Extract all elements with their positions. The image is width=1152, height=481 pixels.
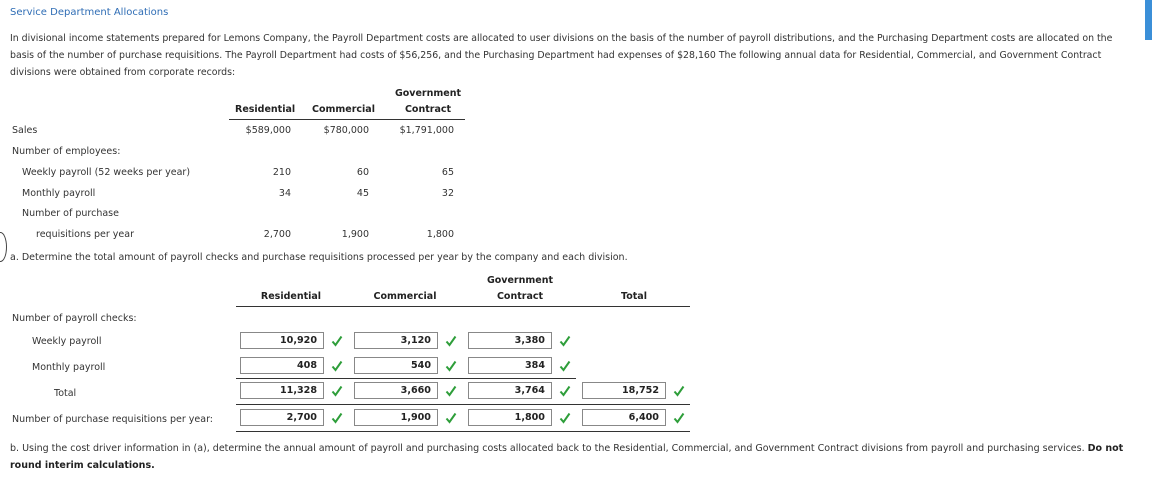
page-title: Service Department Allocations (10, 7, 169, 18)
t1-header-gov2: Contract (404, 104, 452, 115)
check-icon (673, 412, 687, 424)
total-commercial-input[interactable]: 3,660 (354, 382, 438, 399)
part-b-text: b. Using the cost driver information in (a), determine the annual amount of payroll and purchasing costs allocated back to the Residential, Commercial, and Government Contract divisions from payroll and purchasing services. (10, 443, 1088, 454)
check-icon (445, 385, 459, 397)
a-header-total: Total (621, 291, 647, 302)
a-header-residential: Residential (260, 291, 322, 302)
t1-label-weekly: Weekly payroll (52 weeks per year) (22, 167, 191, 178)
check-icon (445, 360, 459, 372)
check-icon (445, 412, 459, 424)
check-icon (331, 385, 345, 397)
a-label-monthly: Monthly payroll (32, 362, 106, 373)
t1-label-sales: Sales (12, 125, 38, 136)
weekly-commercial-input[interactable]: 3,120 (354, 332, 438, 349)
total-rule (236, 404, 690, 405)
total-gov-input[interactable]: 3,764 (468, 382, 552, 399)
check-icon (445, 335, 459, 347)
monthly-residential-input[interactable]: 408 (240, 357, 324, 374)
check-icon (331, 360, 345, 372)
req-commercial-input[interactable]: 1,900 (354, 409, 438, 426)
t1-sales-gov: $1,791,000 (399, 125, 454, 136)
t1-req-commercial: 1,900 (341, 229, 369, 240)
monthly-commercial-input[interactable]: 540 (354, 357, 438, 374)
a-header-gov1: Government (486, 275, 554, 286)
a-label-weekly: Weekly payroll (32, 336, 102, 347)
a-header-gov2: Contract (496, 291, 544, 302)
check-icon (559, 385, 573, 397)
part-a-question: a. Determine the total amount of payroll checks and purchase requisitions processed per year by the company and each division. (10, 252, 628, 263)
t1-req-gov: 1,800 (426, 229, 454, 240)
check-icon (673, 385, 687, 397)
check-icon (331, 412, 345, 424)
req-total-input[interactable]: 6,400 (582, 409, 666, 426)
a-header-rule (236, 306, 690, 307)
bottom-rule (236, 431, 690, 432)
part-b-bold: Do not round interim calculations. (10, 443, 1124, 471)
t1-monthly-gov: 32 (441, 188, 454, 199)
part-b-question (10, 440, 1135, 474)
left-edge-arc (0, 232, 7, 262)
check-icon (331, 335, 345, 347)
a-header-commercial: Commercial (373, 291, 437, 302)
check-icon (559, 335, 573, 347)
t1-label-requisitions: requisitions per year (36, 229, 134, 240)
a-label-checks: Number of payroll checks: (12, 313, 137, 324)
t1-weekly-commercial: 60 (356, 167, 369, 178)
monthly-gov-input[interactable]: 384 (468, 357, 552, 374)
a-label-total: Total (54, 388, 77, 399)
t1-label-employees: Number of employees: (12, 146, 121, 157)
total-residential-input[interactable]: 11,328 (240, 382, 324, 399)
t1-sales-residential: $589,000 (245, 125, 291, 136)
weekly-gov-input[interactable]: 3,380 (468, 332, 552, 349)
t1-weekly-residential: 210 (272, 167, 291, 178)
req-residential-input[interactable]: 2,700 (240, 409, 324, 426)
subtotal-rule (236, 378, 576, 379)
t1-label-purchase: Number of purchase (22, 208, 119, 219)
intro-paragraph: In divisional income statements prepared for Lemons Company, the Payroll Department costs are allocated to user divisions on the basis of the number of payroll distributions, and the Purchasing Department costs are allocated on the basis of the number of purchase requisitions. The Payroll Department had costs of $56,256, and the Purchasing Department had expenses of $28,160 The following annual data for Residential, Commercial, and Government Contract divisions were obtained from corporate records: (10, 33, 1113, 78)
total-total-input[interactable]: 18,752 (582, 382, 666, 399)
t1-sales-commercial: $780,000 (323, 125, 369, 136)
t1-monthly-residential: 34 (278, 188, 291, 199)
req-gov-input[interactable]: 1,800 (468, 409, 552, 426)
t1-weekly-gov: 65 (441, 167, 454, 178)
t1-header-gov1: Government (394, 88, 462, 99)
check-icon (559, 412, 573, 424)
t1-label-monthly: Monthly payroll (22, 188, 96, 199)
a-label-requisitions: Number of purchase requisitions per year: (12, 414, 214, 425)
weekly-residential-input[interactable]: 10,920 (240, 332, 324, 349)
t1-req-residential: 2,700 (263, 229, 291, 240)
t1-header-rule (229, 119, 465, 120)
check-icon (559, 360, 573, 372)
t1-header-commercial: Commercial (312, 104, 375, 115)
t1-monthly-commercial: 45 (356, 188, 369, 199)
accent-bar (1145, 0, 1152, 40)
t1-header-residential: Residential (235, 104, 296, 115)
